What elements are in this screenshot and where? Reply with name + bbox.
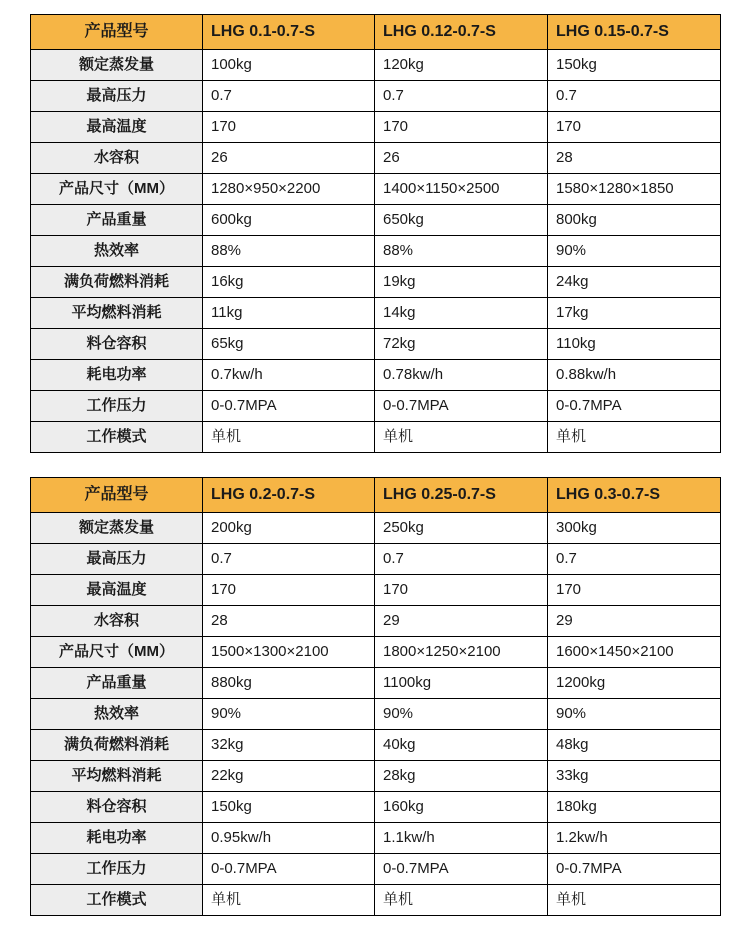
row-value: 48kg (548, 730, 721, 761)
row-value: 19kg (375, 267, 548, 298)
row-label: 额定蒸发量 (31, 50, 203, 81)
row-value: 单机 (548, 422, 721, 453)
header-cell-variant-2: LHG 0.25-0.7-S (375, 478, 548, 513)
row-value: 0.7 (375, 81, 548, 112)
row-value: 250kg (375, 513, 548, 544)
row-value: 880kg (203, 668, 375, 699)
row-value: 800kg (548, 205, 721, 236)
row-value: 72kg (375, 329, 548, 360)
row-value: 0-0.7MPA (375, 854, 548, 885)
row-value: 0.7kw/h (203, 360, 375, 391)
row-label: 耗电功率 (31, 823, 203, 854)
table-row (31, 143, 721, 174)
row-label: 水容积 (31, 606, 203, 637)
row-value: 32kg (203, 730, 375, 761)
header-cell-variant-3: LHG 0.15-0.7-S (548, 15, 721, 50)
row-value: 1100kg (375, 668, 548, 699)
row-label: 工作压力 (31, 391, 203, 422)
row-value: 150kg (548, 50, 721, 81)
spec-table-1 (30, 14, 721, 453)
header-cell-model: 产品型号 (31, 478, 203, 513)
row-value: 0-0.7MPA (203, 854, 375, 885)
row-value: 170 (375, 575, 548, 606)
row-value: 100kg (203, 50, 375, 81)
row-label: 产品重量 (31, 668, 203, 699)
row-value: 90% (375, 699, 548, 730)
row-label: 产品重量 (31, 205, 203, 236)
row-value: 1600×1450×2100 (548, 637, 721, 668)
table-row (31, 544, 721, 575)
row-label: 水容积 (31, 143, 203, 174)
row-value: 0.7 (203, 81, 375, 112)
row-value: 1800×1250×2100 (375, 637, 548, 668)
row-value: 单机 (375, 885, 548, 916)
row-value: 14kg (375, 298, 548, 329)
row-label: 料仓容积 (31, 792, 203, 823)
table-row (31, 668, 721, 699)
row-value: 1400×1150×2500 (375, 174, 548, 205)
header-cell-variant-1: LHG 0.1-0.7-S (203, 15, 375, 50)
row-value: 1580×1280×1850 (548, 174, 721, 205)
row-label: 产品尺寸（MM） (31, 174, 203, 205)
header-cell-variant-1: LHG 0.2-0.7-S (203, 478, 375, 513)
row-value: 11kg (203, 298, 375, 329)
table-row (31, 422, 721, 453)
row-value: 26 (375, 143, 548, 174)
row-label: 平均燃料消耗 (31, 761, 203, 792)
row-value: 1200kg (548, 668, 721, 699)
row-value: 600kg (203, 205, 375, 236)
row-value: 1280×950×2200 (203, 174, 375, 205)
table-row (31, 267, 721, 298)
row-value: 650kg (375, 205, 548, 236)
row-label: 最高压力 (31, 81, 203, 112)
row-value: 单机 (548, 885, 721, 916)
row-value: 170 (375, 112, 548, 143)
row-value: 16kg (203, 267, 375, 298)
row-label: 最高温度 (31, 575, 203, 606)
row-value: 0.7 (548, 81, 721, 112)
row-value: 170 (203, 575, 375, 606)
table-row (31, 823, 721, 854)
row-value: 29 (375, 606, 548, 637)
row-value: 160kg (375, 792, 548, 823)
table-row (31, 360, 721, 391)
row-label: 最高温度 (31, 112, 203, 143)
row-value: 110kg (548, 329, 721, 360)
row-value: 90% (548, 236, 721, 267)
row-value: 0.78kw/h (375, 360, 548, 391)
row-label: 料仓容积 (31, 329, 203, 360)
row-value: 0-0.7MPA (375, 391, 548, 422)
row-value: 单机 (375, 422, 548, 453)
row-value: 65kg (203, 329, 375, 360)
row-value: 300kg (548, 513, 721, 544)
row-value: 0.88kw/h (548, 360, 721, 391)
header-cell-model: 产品型号 (31, 15, 203, 50)
row-value: 40kg (375, 730, 548, 761)
row-label: 额定蒸发量 (31, 513, 203, 544)
row-value: 170 (548, 112, 721, 143)
row-label: 工作压力 (31, 854, 203, 885)
table-row (31, 792, 721, 823)
row-value: 120kg (375, 50, 548, 81)
row-value: 0-0.7MPA (203, 391, 375, 422)
row-value: 28kg (375, 761, 548, 792)
row-label: 工作模式 (31, 422, 203, 453)
row-value: 33kg (548, 761, 721, 792)
row-value: 180kg (548, 792, 721, 823)
table-row (31, 298, 721, 329)
table-row (31, 885, 721, 916)
row-label: 满负荷燃料消耗 (31, 730, 203, 761)
row-value: 170 (203, 112, 375, 143)
table-row (31, 761, 721, 792)
row-value: 1.2kw/h (548, 823, 721, 854)
header-cell-variant-3: LHG 0.3-0.7-S (548, 478, 721, 513)
row-value: 26 (203, 143, 375, 174)
table-row (31, 699, 721, 730)
row-value: 0.7 (203, 544, 375, 575)
row-value: 单机 (203, 422, 375, 453)
table-row (31, 391, 721, 422)
row-value: 22kg (203, 761, 375, 792)
table-header-row (31, 15, 721, 50)
row-value: 88% (375, 236, 548, 267)
row-value: 28 (203, 606, 375, 637)
row-value: 0-0.7MPA (548, 391, 721, 422)
row-value: 88% (203, 236, 375, 267)
row-value: 0-0.7MPA (548, 854, 721, 885)
row-label: 耗电功率 (31, 360, 203, 391)
row-label: 热效率 (31, 236, 203, 267)
row-label: 平均燃料消耗 (31, 298, 203, 329)
table-row (31, 112, 721, 143)
row-value: 0.7 (548, 544, 721, 575)
row-value: 90% (203, 699, 375, 730)
row-value: 150kg (203, 792, 375, 823)
table-row (31, 236, 721, 267)
row-label: 满负荷燃料消耗 (31, 267, 203, 298)
table-row (31, 854, 721, 885)
row-value: 1.1kw/h (375, 823, 548, 854)
table-row (31, 174, 721, 205)
table-row (31, 81, 721, 112)
row-value: 0.95kw/h (203, 823, 375, 854)
row-label: 工作模式 (31, 885, 203, 916)
table-header-row (31, 478, 721, 513)
row-value: 1500×1300×2100 (203, 637, 375, 668)
row-label: 产品尺寸（MM） (31, 637, 203, 668)
table-row (31, 513, 721, 544)
table-row (31, 575, 721, 606)
table-row (31, 606, 721, 637)
row-value: 17kg (548, 298, 721, 329)
table-row (31, 637, 721, 668)
row-value: 200kg (203, 513, 375, 544)
row-value: 单机 (203, 885, 375, 916)
row-value: 29 (548, 606, 721, 637)
row-value: 170 (548, 575, 721, 606)
row-value: 0.7 (375, 544, 548, 575)
row-label: 热效率 (31, 699, 203, 730)
table-row (31, 50, 721, 81)
spec-table-2 (30, 477, 721, 916)
row-value: 28 (548, 143, 721, 174)
table-row (31, 730, 721, 761)
header-cell-variant-2: LHG 0.12-0.7-S (375, 15, 548, 50)
table-row (31, 205, 721, 236)
row-value: 90% (548, 699, 721, 730)
row-value: 24kg (548, 267, 721, 298)
table-row (31, 329, 721, 360)
row-label: 最高压力 (31, 544, 203, 575)
